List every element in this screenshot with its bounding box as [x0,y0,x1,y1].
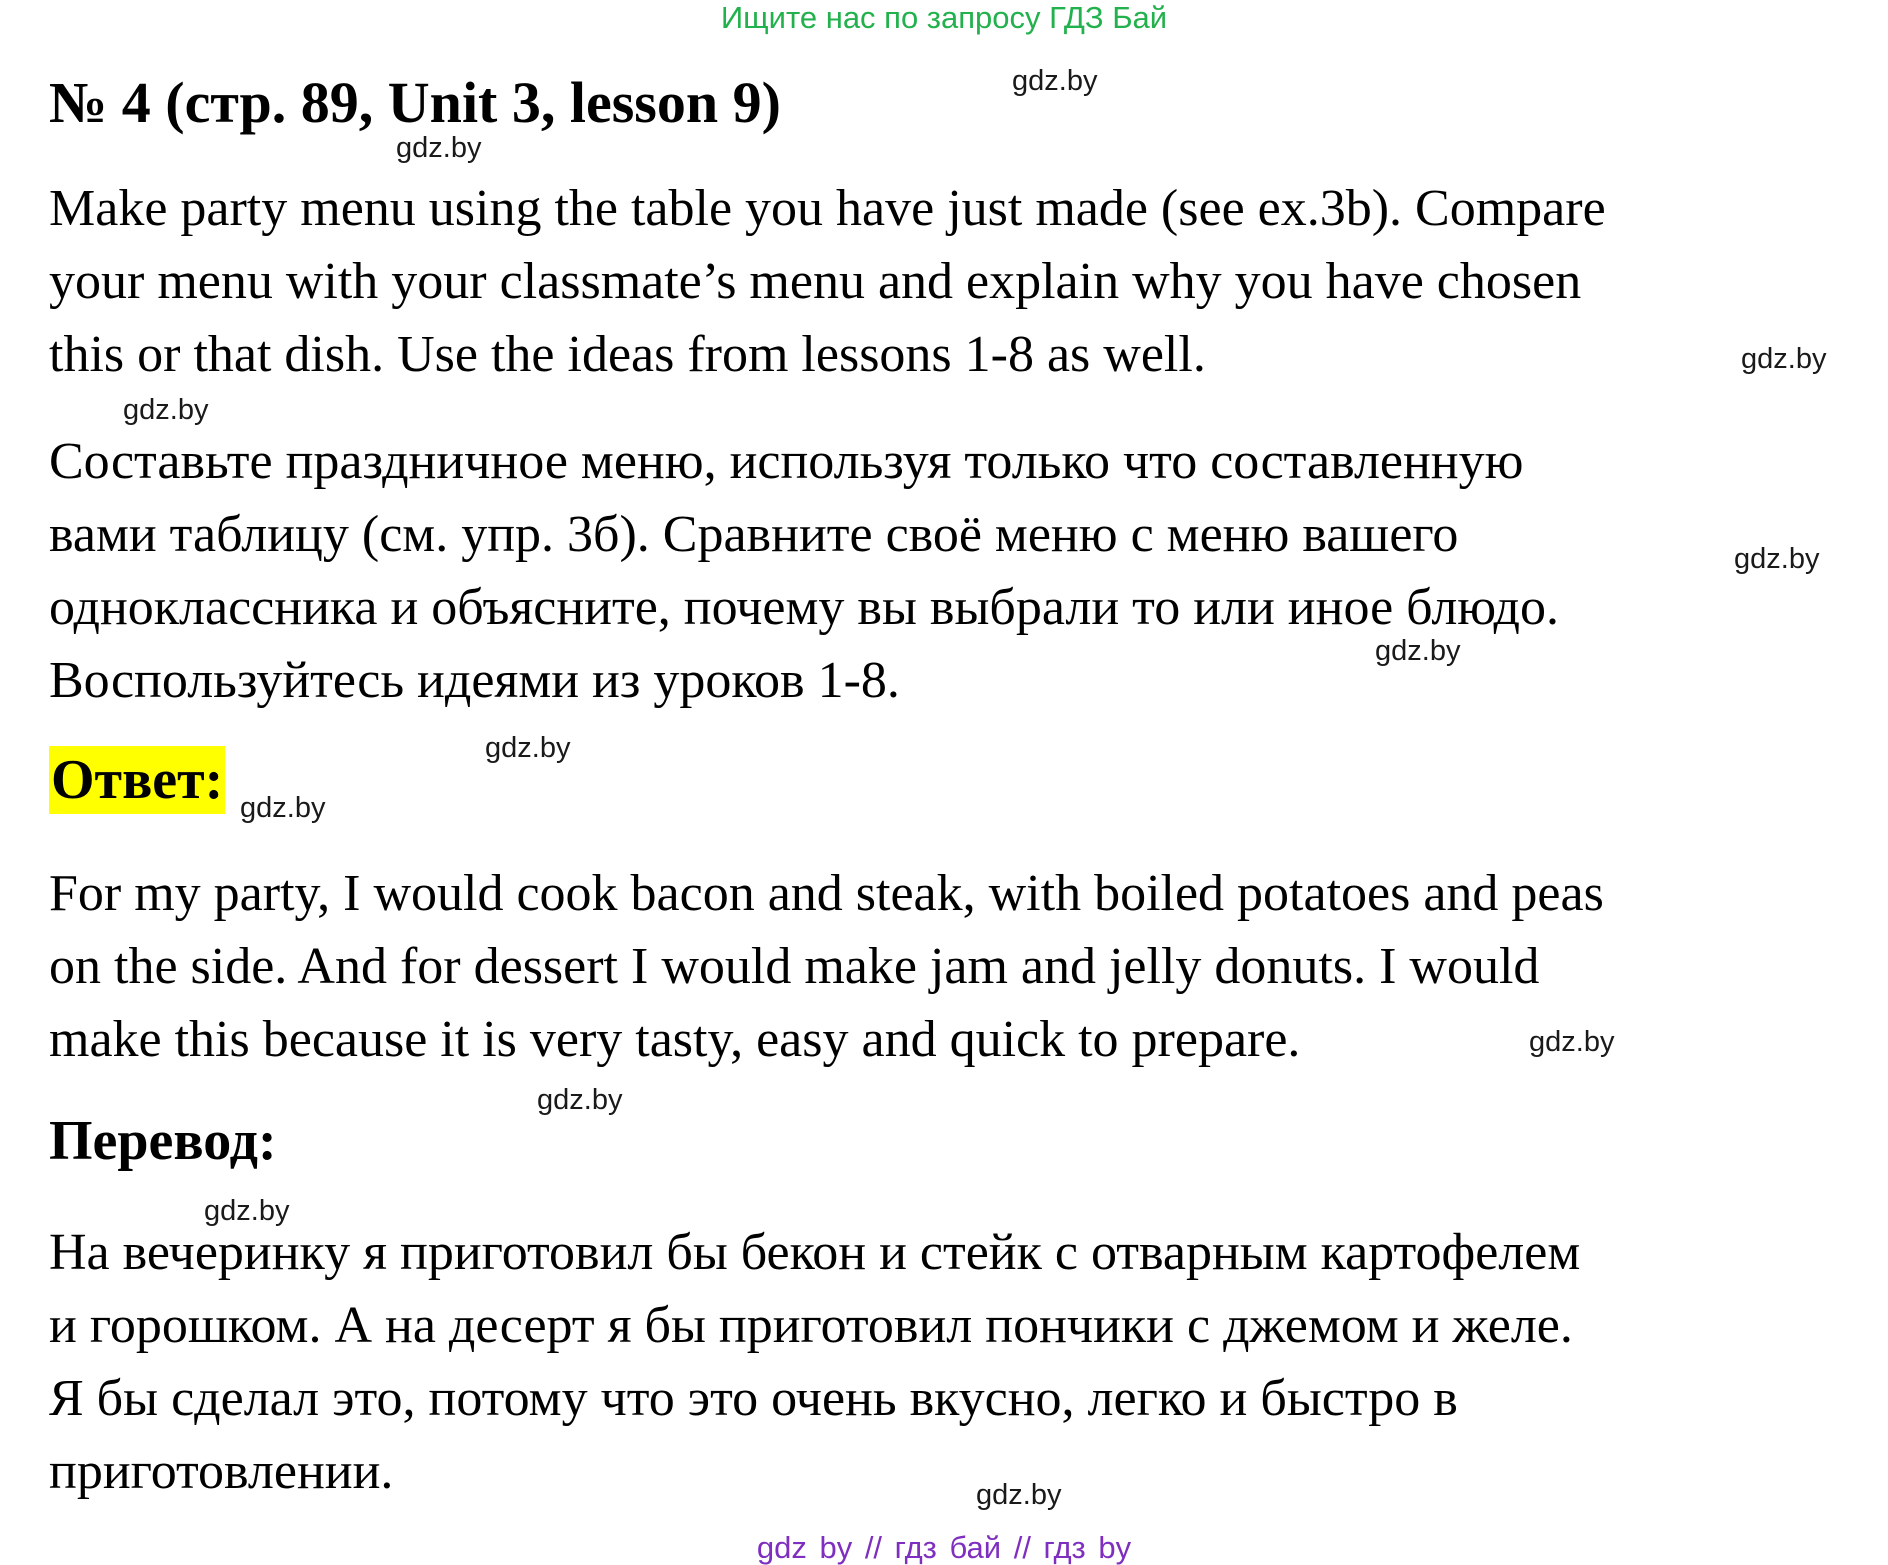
task-ru-line: одноклассника и объясните, почему вы выбрали то или иное блюдо. [49,579,1559,636]
answer-en-line: on the side. And for dessert I would make jam and jelly donuts. I would [49,938,1540,995]
answer-ru-line: Я бы сделал это, потому что это очень вкусно, легко и быстро в [49,1370,1458,1427]
watermark: gdz.by [485,732,571,764]
watermark: gdz.by [240,792,326,824]
exercise-heading: № 4 (стр. 89, Unit 3, lesson 9) [49,70,781,135]
task-ru-line: Составьте праздничное меню, используя только что составленную [49,433,1524,490]
task-ru-line: Воспользуйтесь идеями из уроков 1-8. [49,652,900,709]
watermark: gdz.by [976,1479,1062,1511]
answer-label: Ответ: [49,746,225,814]
watermark: gdz.by [537,1084,623,1116]
watermark: gdz.by [1375,635,1461,667]
answer-en-line: make this because it is very tasty, easy and quick to prepare. [49,1011,1301,1068]
watermark: gdz.by [1529,1026,1615,1058]
task-en-line: this or that dish. Use the ideas from lessons 1-8 as well. [49,326,1206,383]
footer-watermark: gdz by // гдз бай // гдз by [756,1530,1132,1565]
watermark: gdz.by [396,132,482,164]
watermark: gdz.by [123,394,209,426]
answer-ru-line: На вечеринку я приготовил бы бекон и стейк с отварным картофелем [49,1224,1581,1281]
answer-ru-line: приготовлении. [49,1443,394,1500]
answer-ru-line: и горошком. А на десерт я бы приготовил пончики с джемом и желе. [49,1297,1573,1354]
watermark: gdz.by [1012,65,1098,97]
watermark: gdz.by [204,1195,290,1227]
watermark: gdz.by [1741,343,1827,375]
task-en-line: your menu with your classmate’s menu and explain why you have chosen [49,253,1582,310]
watermark: gdz.by [1734,543,1820,575]
top-banner: Ищите нас по запросу ГДЗ Бай [720,0,1168,35]
task-ru-line: вами таблицу (см. упр. 3б). Сравните своё меню с меню вашего [49,506,1459,563]
task-en-line: Make party menu using the table you have just made (see ex.3b). Compare [49,180,1606,237]
translation-label: Перевод: [49,1110,277,1172]
answer-en-line: For my party, I would cook bacon and steak, with boiled potatoes and peas [49,865,1604,922]
